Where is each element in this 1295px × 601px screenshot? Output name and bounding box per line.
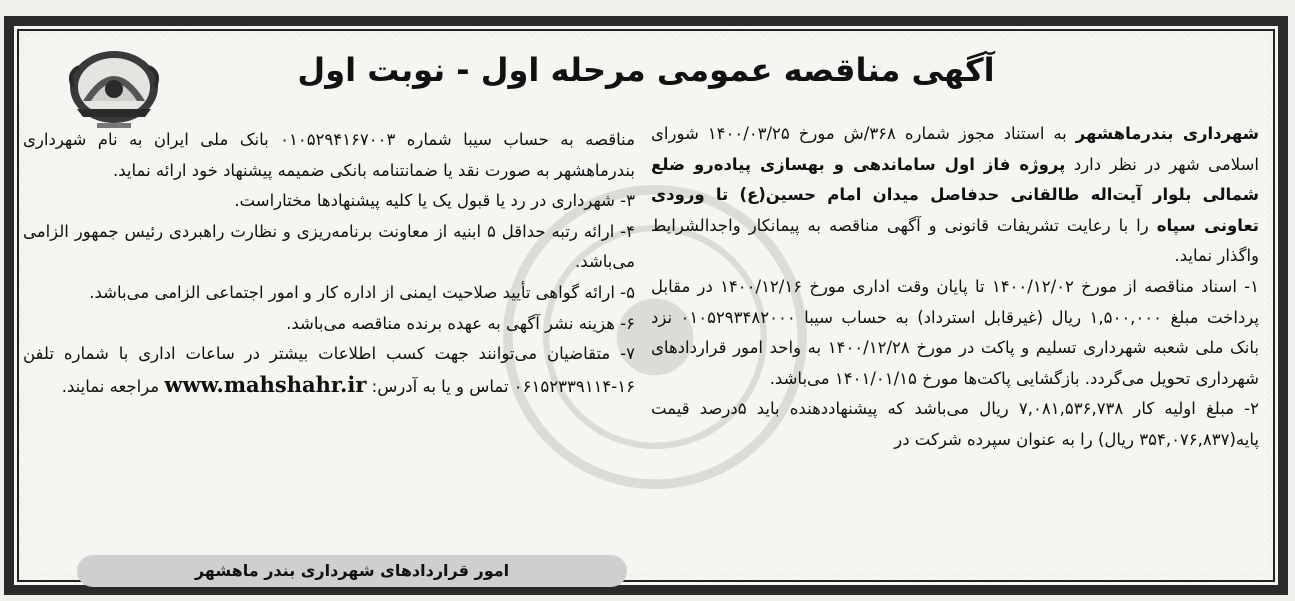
footer-signature: امور قراردادهای شهرداری بندر ماهشهر: [77, 555, 627, 587]
website-link[interactable]: www.mahshahr.ir: [164, 371, 367, 397]
item-2-continued: مناقصه به حساب سیبا شماره ۰۱۰۵۲۹۴۱۶۷۰۰۳ بانک ملی ایران به نام شهرداری بندرماهشهر به صورت نقد یا ضمانتنامه بانکی ضمیمه پیشنهاد خود ارائه نماید.: [23, 130, 635, 180]
frame-inner-border: [17, 29, 1275, 582]
contact-text-2: مراجعه نمایند.: [61, 376, 165, 396]
notice-content: [23, 37, 1267, 580]
item-6: ۶- هزینه نشر آگهی به عهده برنده مناقصه می‌باشد.: [286, 313, 635, 333]
item-5: ۵- ارائه گواهی تأیید صلاحیت ایمنی از اداره کار و امور اجتماعی الزامی می‌باشد.: [89, 282, 635, 302]
intro-text-2: را با رعایت تشریفات قانونی و آگهی مناقصه به پیمانکار واجدالشرایط واگذار نماید.: [651, 215, 1259, 266]
item-7-contact: [23, 339, 635, 402]
intro-paragraph: [651, 119, 1259, 272]
item-4: ۴- ارائه رتبه حداقل ۵ ابنیه از معاونت برنامه‌ریزی و نظارت راهبردی رئیس جمهور الزامی می‌باشد.: [23, 221, 635, 272]
decorative-frame: [4, 16, 1288, 595]
notice-title: آگهی مناقصه عمومی مرحله اول - نوبت اول: [297, 51, 995, 89]
item-2: ۲- مبلغ اولیه کار ۷,۰۸۱,۵۳۶,۷۳۸ ریال می‌باشد که پیشنهاددهنده باید ۵درصد قیمت پایه(۳۵۴,۰۷۶,۸۳۷ ریال) را به عنوان سپرده شرکت در: [651, 399, 1260, 449]
notice-right-column: [651, 119, 1259, 456]
project-name: پروژه فاز اول ساماندهی و بهسازی پیاده‌رو ضلع شمالی بلوار آیت‌اله طالقانی حدفاصل میدان امام حسین(ع) تا ورودی تعاونی سپاه: [651, 154, 1259, 235]
municipality-logo-icon: [59, 43, 169, 133]
item-3: ۳- شهرداری در رد یا قبول یک یا کلیه پیشنهادها مختاراست.: [234, 191, 635, 211]
notice-left-column: [23, 125, 635, 402]
municipality-name: شهرداری بندرماهشهر: [1075, 124, 1260, 143]
item-1: ۱- اسناد مناقصه از مورخ ۱۴۰۰/۱۲/۰۲ تا پایان وقت اداری مورخ ۱۴۰۰/۱۲/۱۶ در مقابل پرداخت مبلغ ۱,۵۰۰,۰۰۰ ریال (غیرقابل استرداد) به حساب سیبا ۰۱۰۵۲۹۳۴۸۲۰۰۰ نزد بانک ملی شعبه شهرداری تسلیم و پاکت در مورخ ۱۴۰۰/۱۲/۲۸ به واحد امور قراردادهای شهرداری تحویل می‌گردد. بازگشایی پاکت‌ها مورخ ۱۴۰۱/۰۱/۱۵ می‌باشد.: [651, 276, 1259, 388]
intro-text-1: به استناد مجوز شماره ۳۶۸/ش مورخ ۱۴۰۰/۰۳/۲۵ شورای اسلامی شهر در نظر دارد: [651, 124, 1259, 174]
contact-text-1: ۷- متقاضیان می‌توانند جهت کسب اطلاعات بیشتر در ساعات اداری با شماره تلفن ۱۶-۰۶۱۵۲۳۳۹۱۱۴ تماس و یا به آدرس:: [23, 344, 635, 396]
